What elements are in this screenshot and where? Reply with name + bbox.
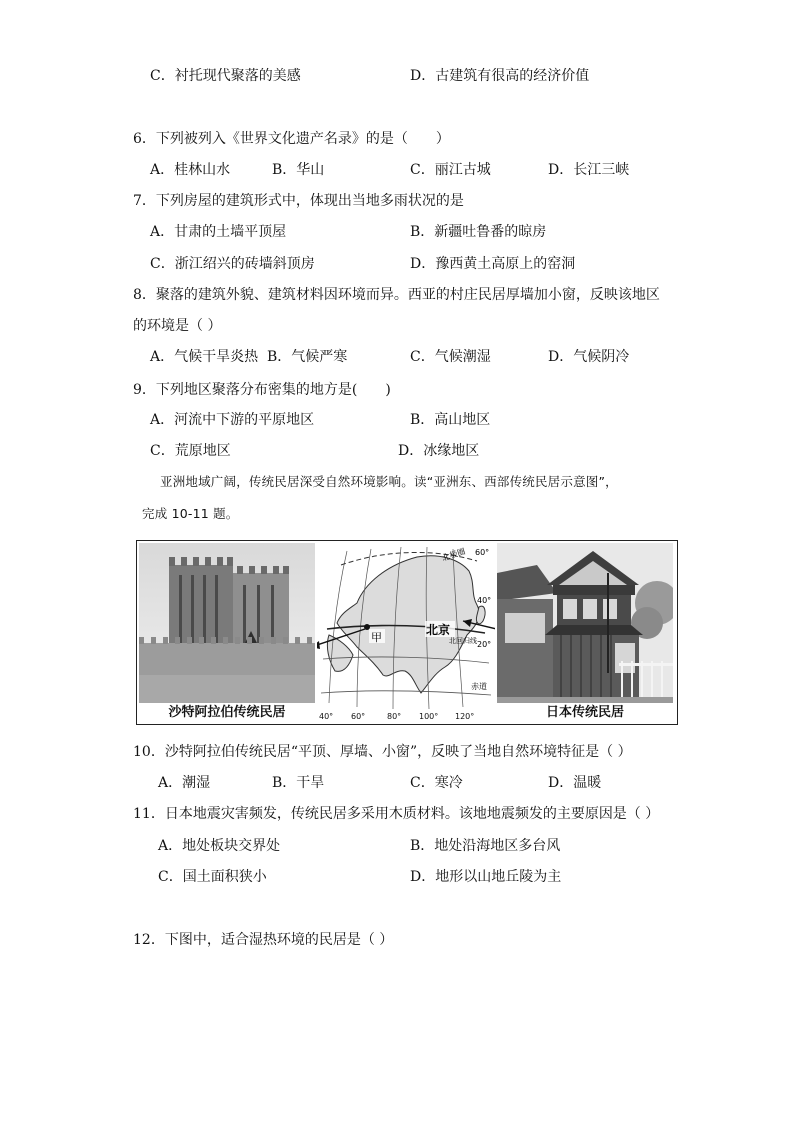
q10-stem: 10．沙特阿拉伯传统民居“平顶、厚墙、小窗”，反映了当地自然环境特征是（ ）	[133, 744, 632, 760]
q8-option-c: C．气候潮湿	[410, 349, 491, 365]
q8-stem-line1: 8．聚落的建筑外貌、建筑材料因环境而异。西亚的村庄民居厚墙加小窗，反映该地区	[133, 287, 660, 303]
q10-option-b: B．干旱	[272, 775, 325, 791]
asia-dwellings-figure	[136, 540, 678, 725]
q7-option-d: D．豫西黄土高原上的窑洞	[410, 256, 576, 272]
q5-option-d: D．古建筑有很高的经济价值	[410, 68, 590, 84]
q6-option-d: D．长江三峡	[548, 162, 630, 178]
q8-option-d: D．气候阴冷	[548, 349, 630, 365]
equator-label: 赤道	[471, 682, 487, 691]
japan-dwelling-illustration	[497, 543, 673, 722]
q7-stem: 7．下列房屋的建筑形式中，体现出当地多雨状况的是	[133, 193, 464, 209]
q10-option-a: A．潮湿	[158, 775, 211, 791]
q11-stem: 11．日本地震灾害频发，传统民居多采用木质材料。该地地震频发的主要原因是（ ）	[133, 806, 660, 822]
q7-option-c: C．浙江绍兴的砖墙斜顶房	[150, 256, 315, 272]
q9-option-b: B．高山地区	[410, 412, 491, 428]
q6-stem: 6．下列被列入《世界文化遗产名录》的是（ ）	[133, 131, 450, 147]
asia-map	[317, 543, 495, 722]
q8-option-b: B．气候严寒	[267, 349, 348, 365]
arctic-circle-label: 北极圈	[440, 546, 467, 563]
q8-option-a: A．气候干旱炎热	[150, 349, 259, 365]
point-jia-label: 甲	[371, 631, 382, 644]
q9-option-a: A．河流中下游的平原地区	[150, 412, 315, 428]
q7-option-b: B．新疆吐鲁番的晾房	[410, 224, 547, 240]
q8-stem-line2: 的环境是（ ）	[133, 318, 222, 334]
q10-option-d: D．温暖	[548, 775, 602, 791]
q10-option-c: C．寒冷	[410, 775, 463, 791]
q9-stem: 9．下列地区聚落分布密集的地方是( )	[133, 382, 391, 398]
lat-20-label: 20°	[477, 640, 492, 649]
saudi-dwelling-photo	[139, 543, 315, 722]
q12-stem: 12．下图中，适合湿热环境的民居是（ ）	[133, 932, 394, 948]
intro-line1: 亚洲地域广阔，传统民居深受自然环境影响。读“亚洲东、西部传统民居示意图”，	[160, 474, 618, 489]
lon-120-label: 120°	[455, 712, 475, 721]
lon-60-label: 60°	[351, 712, 366, 721]
saudi-dwelling-illustration	[139, 543, 315, 722]
beijing-label: 北京	[426, 623, 451, 637]
intro-line2: 完成 10-11 题。	[142, 506, 239, 521]
q6-option-b: B．华山	[272, 162, 325, 178]
lon-100-label: 100°	[419, 712, 439, 721]
q11-option-a: A．地处板块交界处	[158, 838, 281, 854]
q11-option-b: B．地处沿海地区多台风	[410, 838, 561, 854]
lon-40-label: 40°	[319, 712, 334, 721]
q11-option-c: C．国土面积狭小	[158, 869, 267, 885]
q6-option-c: C．丽江古城	[410, 162, 491, 178]
lat-60-label: 60°	[475, 548, 490, 557]
asia-map-graphic	[317, 543, 495, 722]
q7-option-a: A．甘肃的土墙平顶屋	[150, 224, 287, 240]
q9-option-c: C．荒原地区	[150, 443, 231, 459]
q9-option-d: D．冰缘地区	[398, 443, 480, 459]
lat-40-label: 40°	[477, 596, 492, 605]
lon-80-label: 80°	[387, 712, 402, 721]
saudi-caption: 沙特阿拉伯传统民居	[168, 705, 286, 720]
japan-dwelling-photo	[497, 543, 673, 722]
japan-caption: 日本传统民居	[545, 705, 624, 720]
tropic-label: 北回归线	[449, 637, 477, 645]
q5-option-c: C．衬托现代聚落的美感	[150, 68, 301, 84]
q11-option-d: D．地形以山地丘陵为主	[410, 869, 562, 885]
q6-option-a: A．桂林山水	[150, 162, 231, 178]
